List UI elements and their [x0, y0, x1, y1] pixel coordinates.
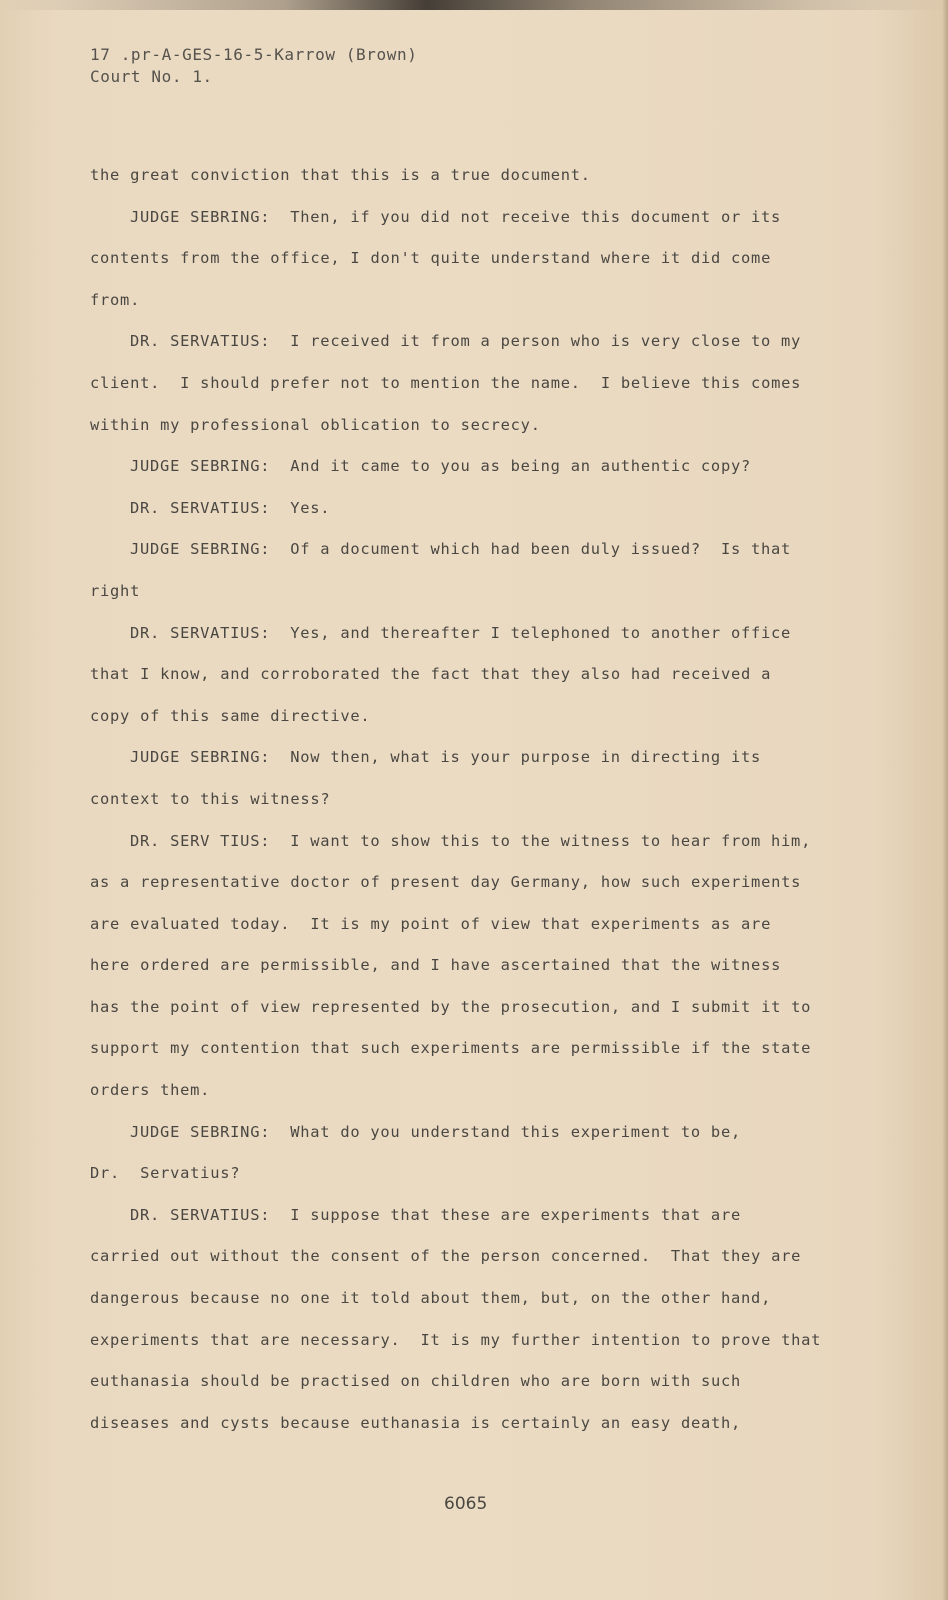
- transcript-line: here ordered are permissible, and I have ascertained that the witness: [90, 956, 782, 975]
- transcript-line: JUDGE SEBRING: Now then, what is your purpose in directing its: [130, 748, 762, 767]
- transcript-line: as a representative doctor of present day Germany, how such experiments: [90, 873, 802, 892]
- transcript-line: has the point of view represented by the prosecution, and I submit it to: [90, 997, 812, 1016]
- transcript-line: right: [90, 581, 141, 600]
- header-case-reference: 17 .pr-A-GES-16-5-Karrow (Brown): [90, 45, 418, 64]
- page-right-edge-shadow: [942, 0, 948, 1600]
- page-number: 6065: [444, 1494, 488, 1514]
- transcript-line: JUDGE SEBRING: Then, if you did not receive this document or its: [130, 207, 782, 226]
- document-header: [90, 44, 417, 88]
- transcript-line: JUDGE SEBRING: And it came to you as being an authentic copy?: [130, 457, 751, 476]
- transcript-line: DR. SERV TIUS: I want to show this to the witness to hear from him,: [130, 831, 812, 850]
- header-court-number: Court No. 1.: [90, 67, 213, 86]
- transcript-line: Dr. Servatius?: [90, 1164, 241, 1183]
- transcript-body: [90, 164, 850, 1453]
- transcript-line: experiments that are necessary. It is my further intention to prove that: [90, 1330, 822, 1349]
- transcript-line: are evaluated today. It is my point of view that experiments as are: [90, 914, 772, 933]
- page-top-edge-shadow: [0, 0, 948, 10]
- transcript-line: copy of this same directive.: [90, 706, 371, 725]
- transcript-line: DR. SERVATIUS: Yes, and thereafter I telephoned to another office: [130, 623, 792, 642]
- transcript-line: client. I should prefer not to mention the name. I believe this comes: [90, 373, 802, 392]
- transcript-line: carried out without the consent of the person concerned. That they are: [90, 1247, 802, 1266]
- transcript-line: from.: [90, 290, 141, 309]
- transcript-line: diseases and cysts because euthanasia is certainly an easy death,: [90, 1413, 742, 1432]
- transcript-line: JUDGE SEBRING: What do you understand this experiment to be,: [130, 1122, 741, 1141]
- transcript-line: DR. SERVATIUS: I suppose that these are experiments that are: [130, 1205, 741, 1224]
- transcript-line: the great conviction that this is a true document.: [90, 166, 591, 184]
- transcript-line: DR. SERVATIUS: I received it from a person who is very close to my: [130, 332, 802, 351]
- transcript-line: support my contention that such experiments are permissible if the state: [90, 1039, 812, 1058]
- transcript-line: contents from the office, I don't quite understand where it did come: [90, 249, 772, 268]
- transcript-line: euthanasia should be practised on children who are born with such: [90, 1372, 742, 1391]
- transcript-line: within my professional oblication to secrecy.: [90, 415, 541, 434]
- transcript-line: dangerous because no one it told about them, but, on the other hand,: [90, 1289, 772, 1308]
- transcript-line: DR. SERVATIUS: Yes.: [130, 498, 331, 517]
- transcript-line: orders them.: [90, 1081, 211, 1100]
- transcript-line: that I know, and corroborated the fact that they also had received a: [90, 665, 772, 684]
- transcript-line: JUDGE SEBRING: Of a document which had been duly issued? Is that: [130, 540, 792, 559]
- transcript-line: context to this witness?: [90, 789, 331, 808]
